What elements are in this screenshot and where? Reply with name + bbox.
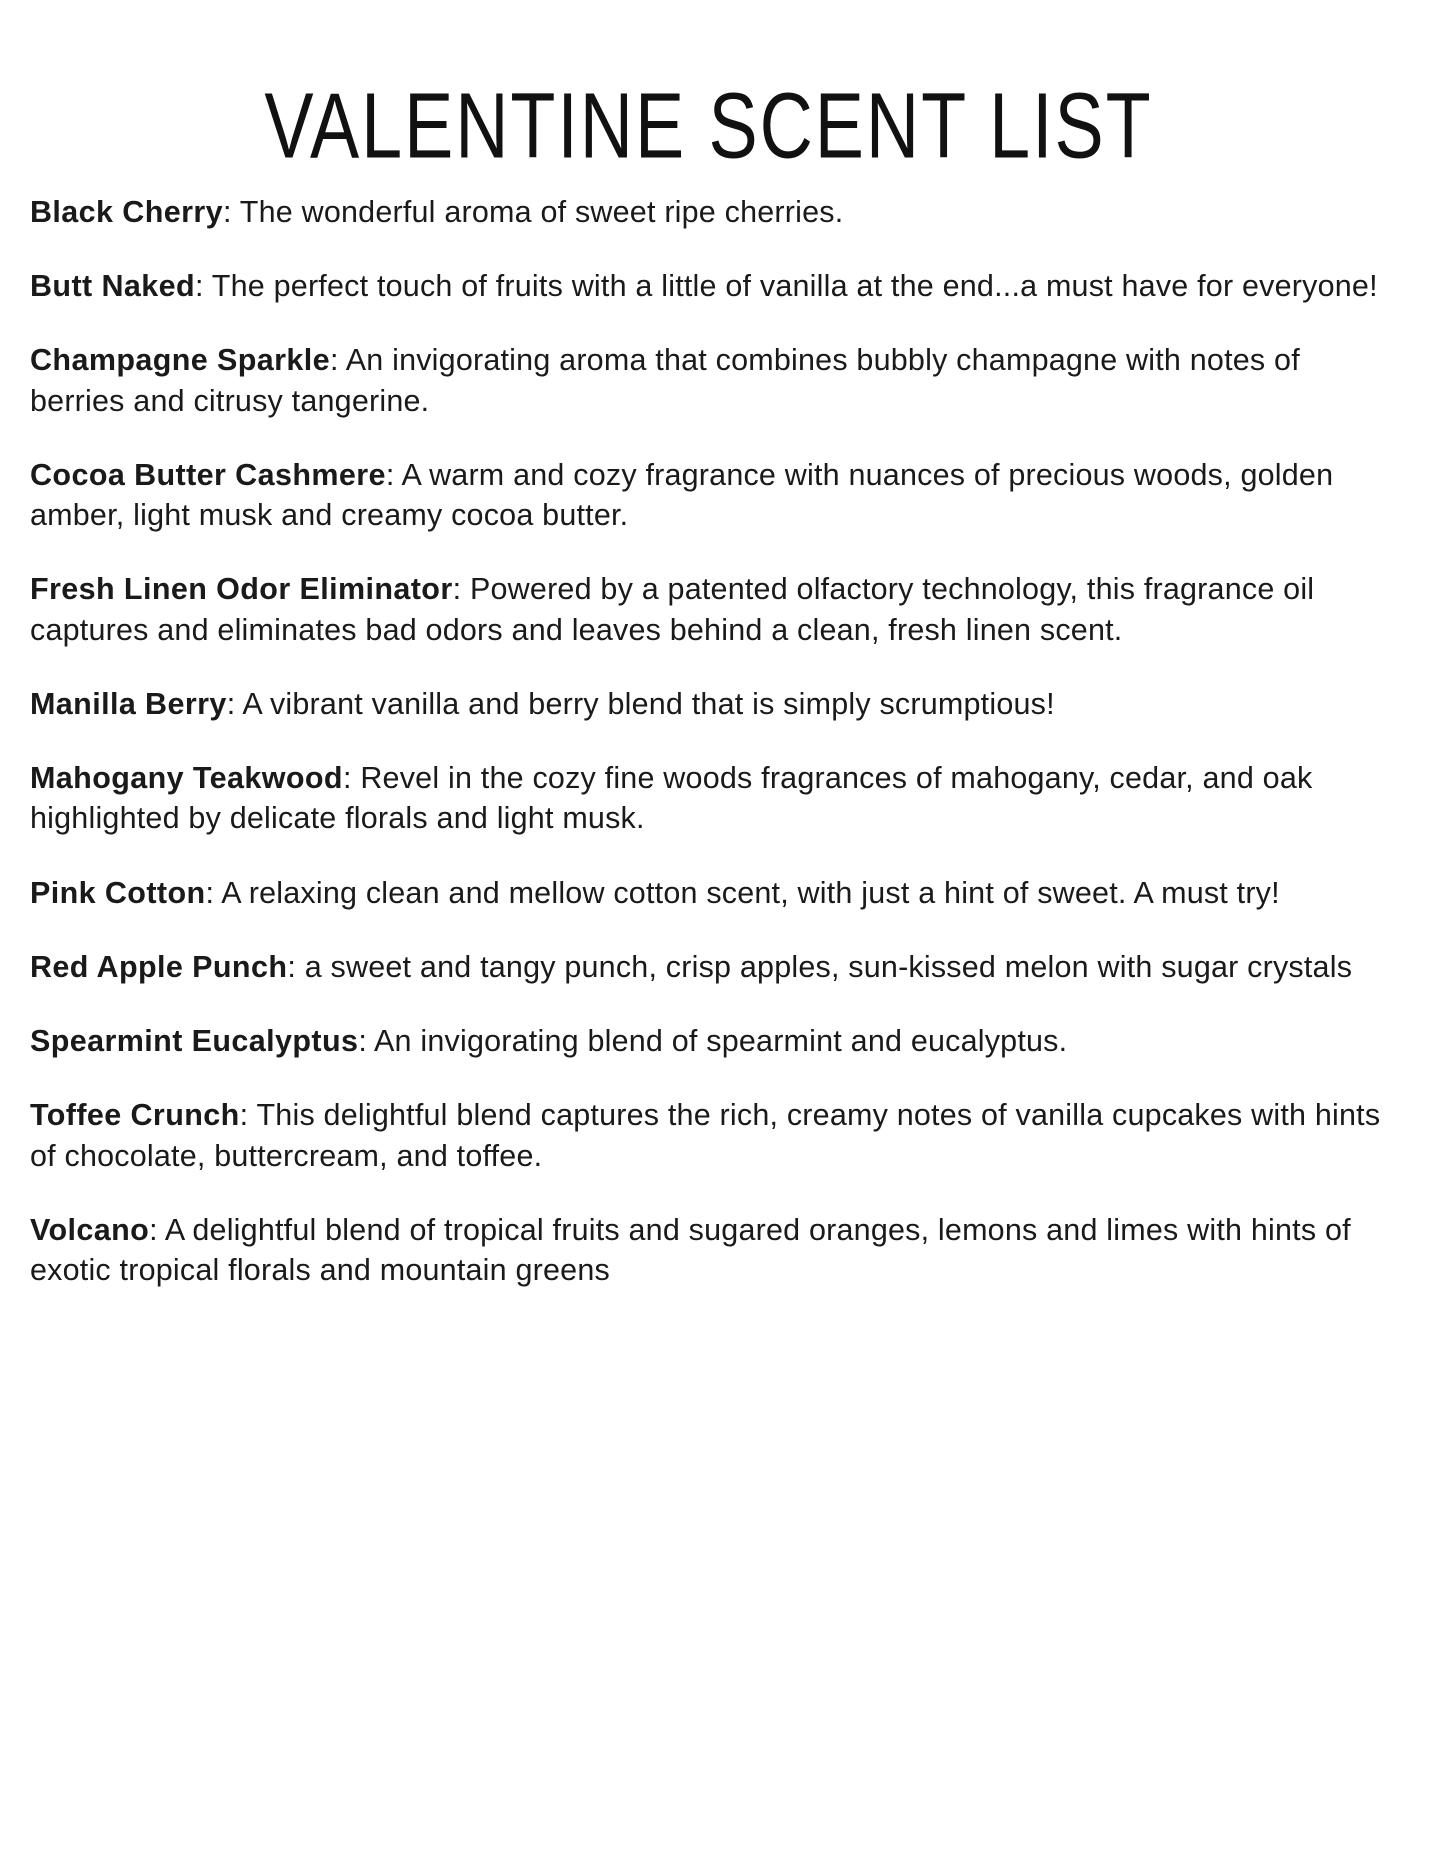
list-item [30, 569, 1387, 650]
list-item [30, 340, 1387, 421]
scent-description: This delightful blend captures the rich, creamy notes of vanilla cupcakes with hints of chocolate, buttercream, and toffee. [30, 1098, 1381, 1173]
scent-separator: : [385, 457, 402, 492]
scent-separator: : [358, 1024, 375, 1059]
scent-name: Toffee Crunch [30, 1098, 240, 1133]
scent-name: Pink Cotton [30, 875, 206, 910]
scent-separator: : [342, 761, 361, 796]
scent-separator: : [287, 949, 305, 984]
scent-description: A delightful blend of tropical fruits and sugared oranges, lemons and limes with hints of exotic tropical florals and mountain greens [30, 1212, 1351, 1288]
scent-name: Cocoa Butter Cashmere [30, 457, 386, 492]
scent-name: Black Cherry [30, 194, 223, 229]
scent-separator: : [239, 1098, 257, 1133]
scent-description: Powered by a patented olfactory technology, this fragrance oil captures and eliminates bad odors and leaves behind a clean, fresh linen scent. [30, 572, 1315, 647]
list-item [30, 1021, 1387, 1061]
list-item [30, 455, 1387, 536]
scent-description: A vibrant vanilla and berry blend that is simply scrumptious! [242, 686, 1055, 721]
scent-name: Champagne Sparkle [30, 343, 331, 378]
scent-description: An invigorating blend of spearmint and eucalyptus. [374, 1024, 1068, 1059]
scent-separator: : [205, 875, 222, 910]
page-title: VALENTINE SCENT LIST [264, 74, 1153, 179]
scent-name: Red Apple Punch [30, 949, 288, 984]
scent-separator: : [452, 572, 470, 607]
list-item [30, 758, 1387, 839]
scent-description: An invigorating aroma that combines bubbly champagne with notes of berries and citrusy tangerine. [30, 343, 1300, 418]
list-item [30, 192, 1387, 232]
scent-name: Spearmint Eucalyptus [30, 1024, 359, 1059]
scent-description: a sweet and tangy punch, crisp apples, sun-kissed melon with sugar crystals [304, 949, 1353, 984]
list-item [30, 1095, 1387, 1176]
scent-separator: : [222, 194, 240, 229]
scent-separator: : [195, 269, 212, 304]
scent-name: Mahogany Teakwood [30, 761, 343, 796]
scent-name: Volcano [30, 1212, 150, 1247]
scent-description: A warm and cozy fragrance with nuances of precious woods, golden amber, light musk and creamy cocoa butter. [30, 457, 1334, 533]
scent-separator: : [226, 686, 243, 721]
scent-separator: : [330, 343, 346, 378]
scent-name: Fresh Linen Odor Eliminator [30, 572, 453, 607]
scent-description: Revel in the cozy fine woods fragrances of mahogany, cedar, and oak highlighted by delicate florals and light musk. [30, 761, 1313, 836]
scent-list [30, 192, 1387, 1291]
scent-name: Manilla Berry [30, 686, 227, 721]
list-item [30, 1210, 1387, 1291]
list-item [30, 266, 1387, 306]
scent-separator: : [149, 1212, 165, 1247]
list-item [30, 947, 1387, 987]
scent-description: The wonderful aroma of sweet ripe cherries. [239, 194, 844, 229]
list-item [30, 684, 1387, 724]
scent-description: The perfect touch of fruits with a little of vanilla at the end...a must have for everyone! [211, 269, 1378, 304]
scent-description: A relaxing clean and mellow cotton scent, with just a hint of sweet. A must try! [221, 875, 1280, 910]
scent-name: Butt Naked [30, 269, 195, 304]
list-item [30, 873, 1387, 913]
